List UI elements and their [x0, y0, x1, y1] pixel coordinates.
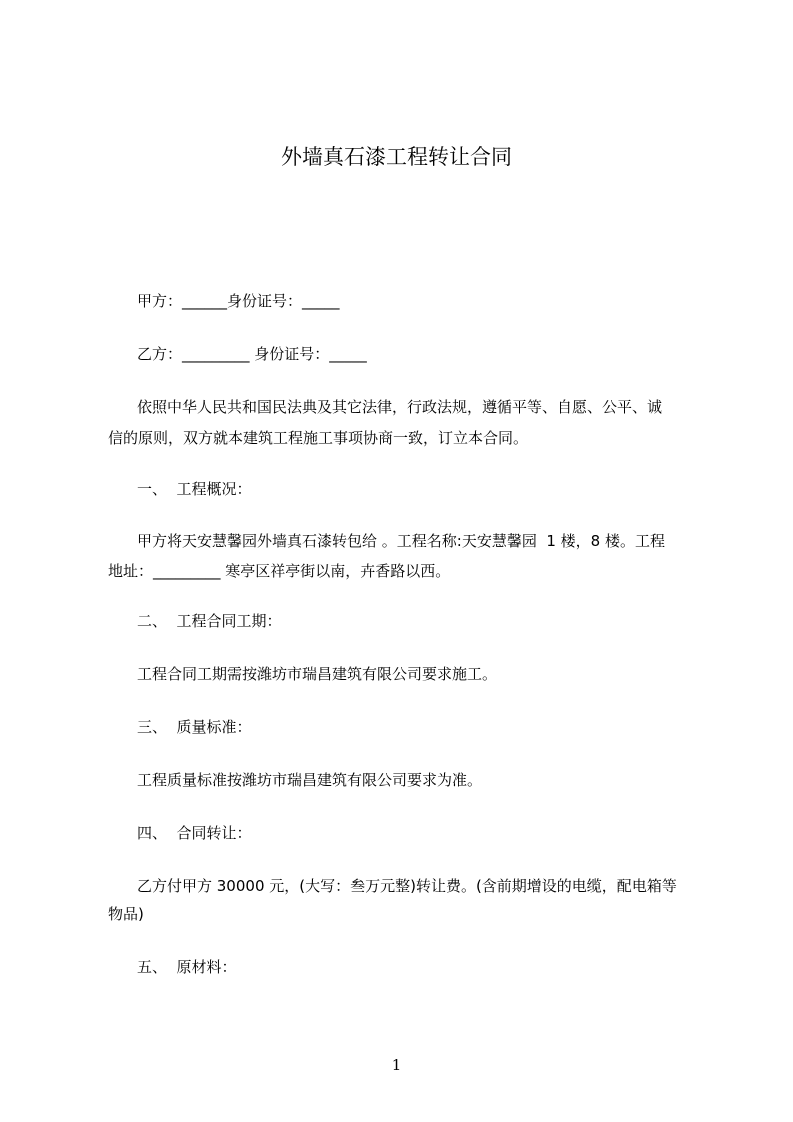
page-number: 1 — [391, 1056, 402, 1074]
section-1-heading: 一、 工程概况： — [137, 480, 252, 498]
section-3-line-1: 工程质量标准按潍坊市瑞昌建筑有限公司要求为准。 — [137, 771, 483, 789]
document-title: 外墙真石漆工程转让合同 — [281, 145, 512, 169]
section-1-line-2: 地址：_________ 寒亭区祥亭街以南，卉香路以西。 — [108, 562, 451, 580]
section-2-heading: 二、 工程合同工期： — [137, 612, 282, 630]
section-5-heading: 五、 原材料： — [137, 958, 237, 976]
intro-paragraph-line-2: 信的原则，双方就本建筑工程施工事项协商一致，订立本合同。 — [108, 429, 529, 447]
section-2-line-1: 工程合同工期需按潍坊市瑞昌建筑有限公司要求施工。 — [137, 665, 498, 683]
section-4-line-1: 乙方付甲方 30000 元，(大写：叁万元整)转让费。(含前期增设的电缆，配电箱等 — [137, 877, 677, 895]
section-4-line-2: 物品) — [108, 905, 144, 923]
section-4-heading: 四、 合同转让： — [137, 824, 252, 842]
section-3-heading: 三、 质量标准： — [137, 718, 252, 736]
intro-paragraph-line-1: 依照中华人民共和国民法典及其它法律，行政法规，遵循平等、自愿、公平、诚 — [137, 398, 663, 416]
party-b-line: 乙方：_________ 身份证号：_____ — [137, 345, 367, 363]
section-1-line-1: 甲方将天安慧馨园外墙真石漆转包给 。工程名称:天安慧馨园 1 楼，8 楼。工程 — [137, 532, 665, 550]
party-a-line: 甲方：______身份证号：_____ — [137, 292, 340, 310]
